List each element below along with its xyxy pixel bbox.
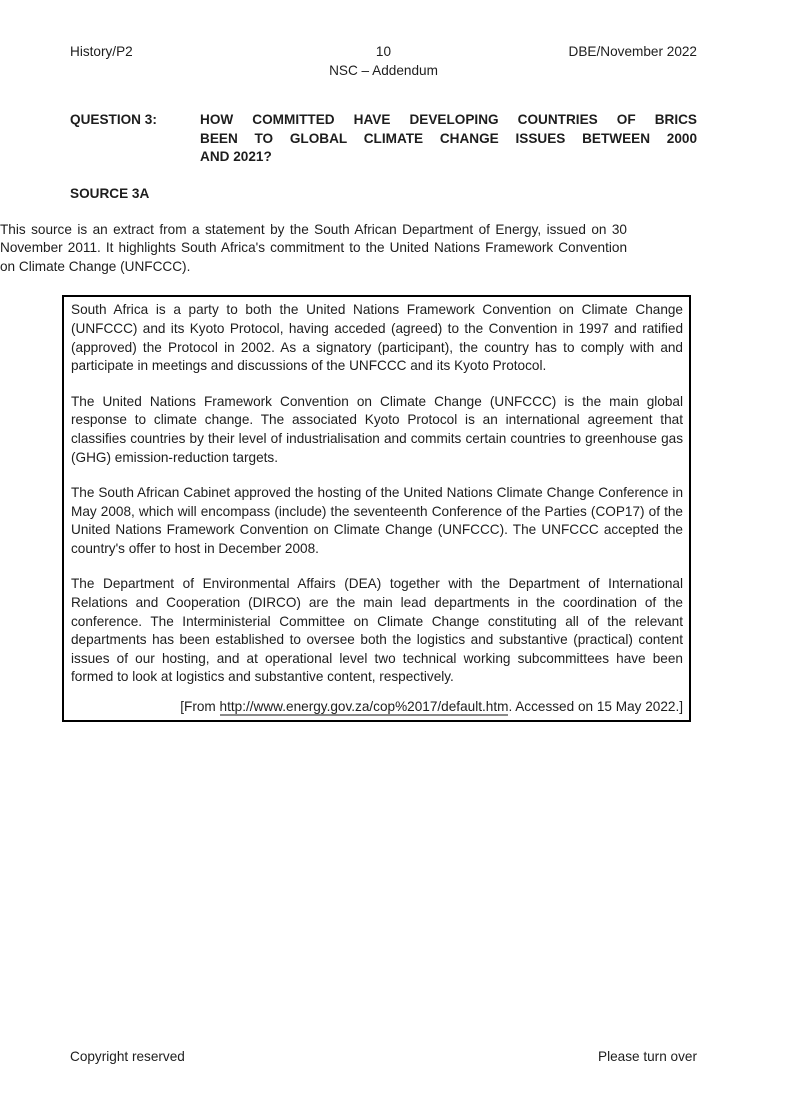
citation-url-link[interactable]: http://www.energy.gov.za/cop%2017/default.htm bbox=[219, 699, 509, 715]
question-title-line-3: AND 2021? bbox=[200, 149, 272, 165]
source-citation bbox=[71, 698, 683, 718]
source-box bbox=[62, 295, 691, 721]
question-heading bbox=[70, 111, 697, 167]
citation-prefix: [From bbox=[180, 699, 220, 715]
source-paragraph-3: The South African Cabinet approved the hosting of the United Nations Climate Change Conference in May 2008, which will encompass (include) the seventeenth Conference of the Parties (COP17) of the United Nations Framework Convention on Climate Change (UNFCCC). The UNFCCC accepted the country's offer to host in December 2008. bbox=[71, 485, 683, 556]
header-subtitle: NSC – Addendum bbox=[329, 62, 438, 78]
question-title bbox=[200, 111, 697, 167]
citation-suffix: . Accessed on 15 May 2022.] bbox=[508, 699, 683, 715]
source-paragraph-2: The United Nations Framework Convention on Climate Change (UNFCCC) is the main global response to climate change. The associated Kyoto Protocol is an international agreement that classifies countries by their level of industrialisation and commits certain countries to greenhouse gas (GHG) emission-reduction targets. bbox=[71, 393, 683, 465]
source-intro-paragraph: This source is an extract from a statement by the South African Department of Energy, issued on 30 November 2011. It highlights South Africa's commitment to the United Nations Framework Convention on Climate Change (UNFCCC). bbox=[0, 221, 627, 274]
header-exam-session: DBE/November 2022 bbox=[568, 44, 697, 59]
source-paragraph-4: The Department of Environmental Affairs (DEA) together with the Department of International Relations and Cooperation (DIRCO) are the main lead departments in the coordination of the conference. The Interministerial Committee on Climate Change constituting all of the relevant departments has been established to oversee both the logistics and substantive (practical) content issues of our hosting, and at operational level two technical working subcommittees have been formed to look at logistics and substantive content, respectively. bbox=[71, 576, 683, 685]
turn-over-notice: Please turn over bbox=[598, 1049, 697, 1064]
header-paper-title: History/P2 bbox=[70, 44, 133, 59]
header-center bbox=[329, 43, 438, 80]
page-header bbox=[70, 43, 697, 80]
source-heading: SOURCE 3A bbox=[70, 185, 150, 201]
question-label: QUESTION 3: bbox=[70, 112, 157, 128]
page-footer bbox=[70, 1048, 697, 1067]
source-paragraph-1: South Africa is a party to both the United Nations Framework Convention on Climate Change (UNFCCC) and its Kyoto Protocol, having acceded (agreed) to the Convention in 1997 and ratified (approved) the Protocol in 2002. As a signatory (participant), the country has to comply with and participate in meetings and discussions of the UNFCCC and its Kyoto Protocol. bbox=[71, 302, 683, 374]
question-title-line-1: HOW COMMITTED HAVE DEVELOPING COUNTRIES OF BRICS bbox=[200, 112, 697, 128]
question-title-line-2: BEEN TO GLOBAL CLIMATE CHANGE ISSUES BETWEEN 2000 bbox=[200, 130, 697, 146]
page-number: 10 bbox=[375, 44, 392, 59]
copyright-notice: Copyright reserved bbox=[70, 1049, 185, 1064]
